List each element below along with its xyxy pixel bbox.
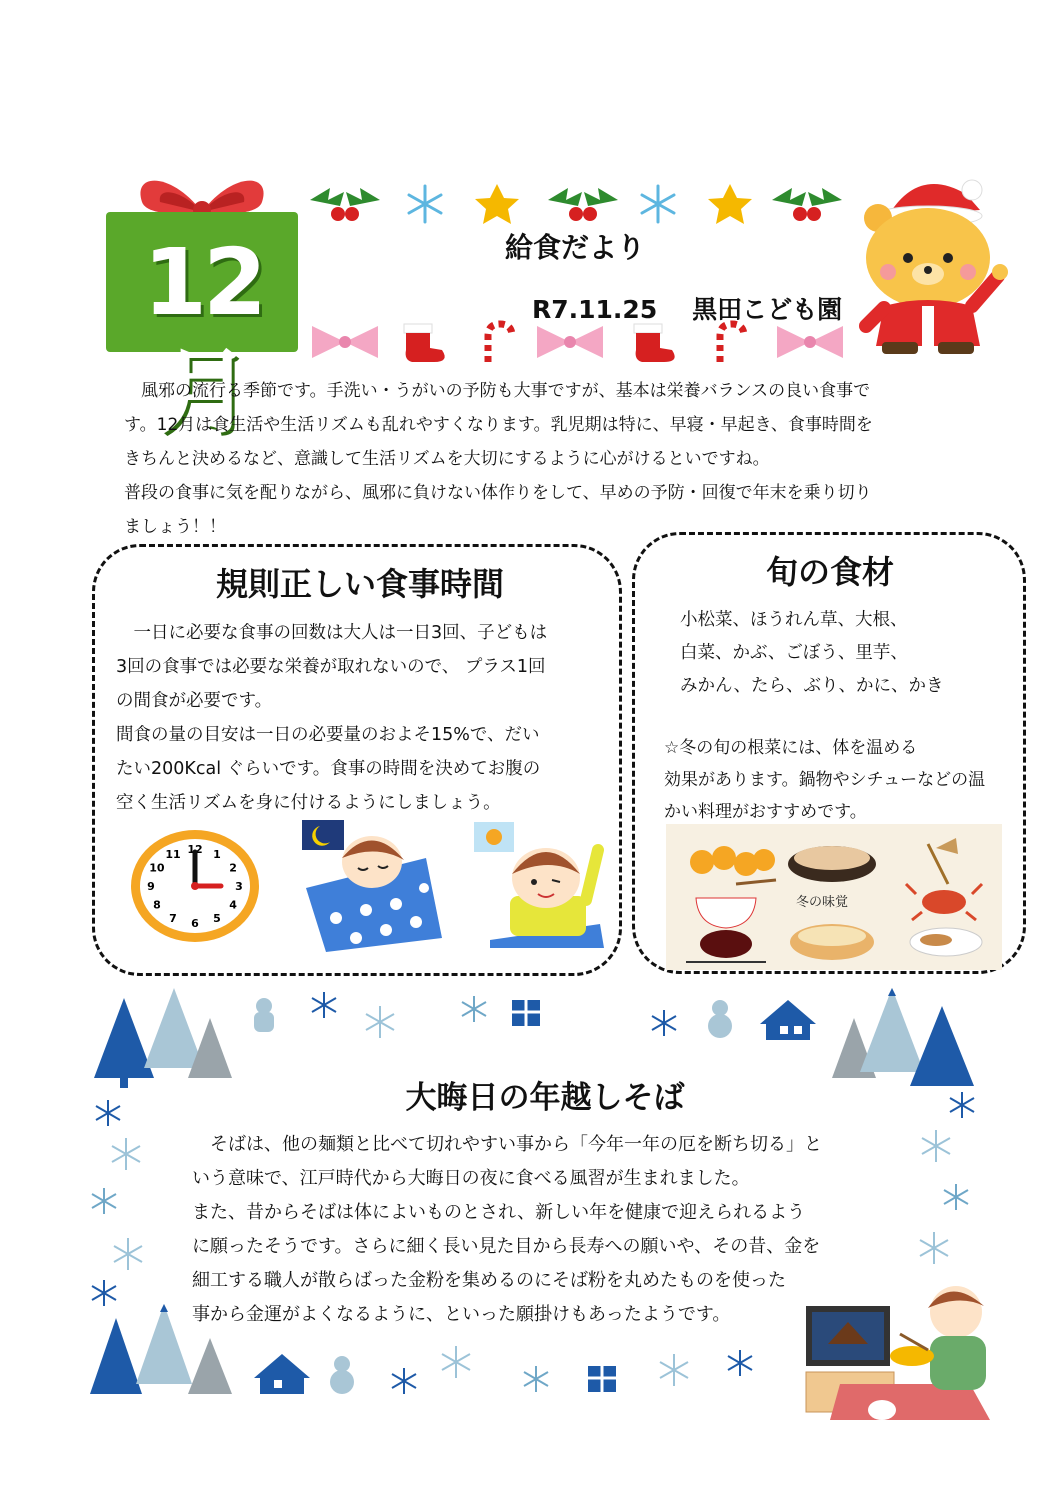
clock-number: 11 (165, 847, 181, 861)
snowflake-icon (392, 1368, 416, 1394)
seasonal-title: 旬の食材 (765, 553, 894, 591)
ribbon-icon (312, 326, 378, 358)
candy-cane-icon (488, 324, 512, 362)
sleeping-child-icon (296, 818, 446, 954)
snowflake-icon (92, 1280, 116, 1306)
soba-title: 大晦日の年越しそば (405, 1080, 685, 1116)
note-line: 効果があります。鍋物やシチューなどの温 (664, 770, 986, 790)
snowman-icon (330, 1356, 354, 1394)
clock-number: 2 (229, 861, 237, 875)
gift-icon (588, 1366, 616, 1392)
holly-icon (310, 188, 380, 221)
star-icon (475, 184, 519, 224)
newsletter-title: 給食だより (504, 231, 645, 264)
snowflake-icon (950, 1092, 974, 1118)
list-item: 小松菜、ほうれん草、大根、 (680, 610, 908, 630)
christmas-tree-icon (94, 998, 154, 1088)
snowflake-icon (442, 1346, 470, 1378)
ribbon-icon (777, 326, 843, 358)
kotatsu-child-icon (800, 1284, 996, 1422)
school-name: 黒田こども園 (692, 295, 843, 324)
snowflake-icon (660, 1354, 688, 1386)
hotpot-icon (790, 924, 874, 960)
snowflake-icon (114, 1238, 142, 1270)
christmas-tree-icon (90, 1318, 142, 1394)
candy-cane-icon (720, 324, 744, 362)
meal-time-line: たい200Kcal ぐらいです。食事の時間を決めてお腹の (116, 759, 541, 779)
bottom-decoration-row (300, 320, 870, 364)
illust-label: 冬の味覚 (796, 895, 849, 910)
intro-paragraph (124, 374, 924, 544)
snowflake-icon (92, 1188, 116, 1214)
snowflake-icon (462, 996, 486, 1022)
seasonal-note (664, 732, 1016, 828)
santa-bear-icon (848, 176, 1008, 356)
snowflake-icon (96, 1100, 120, 1126)
clock-number: 9 (147, 880, 155, 893)
seasonal-list (680, 604, 1000, 703)
snowflake-icon (944, 1184, 968, 1210)
snowflake-icon (112, 1138, 140, 1170)
stocking-icon (404, 324, 445, 362)
holly-icon (772, 188, 842, 221)
intro-line: 風邪の流行る季節です。手洗い・うがいの予防も大事ですが、基本は栄養バランスの良い食事で (124, 381, 871, 401)
snowflake-icon (366, 1006, 394, 1038)
soba-line: いう意味で、江戸時代から大晦日の夜に食べる風習が生まれました。 (192, 1168, 750, 1189)
meal-time-line: 一日に必要な食事の回数は大人は一日3回、子どもは (116, 623, 548, 643)
soba-line: に願ったそうです。さらに細く長い見た目から長寿への願いや、その昔、金を (192, 1236, 821, 1257)
note-line: ☆冬の旬の根菜には、体を温める (664, 738, 918, 758)
top-decoration-row (300, 178, 860, 228)
clock-number: 12 (187, 843, 203, 856)
clock-number: 7 (169, 912, 177, 926)
clock-number: 4 (229, 898, 237, 912)
snowflake-icon (524, 1366, 548, 1392)
meal-time-title: 規則正しい食事時間 (215, 565, 504, 603)
christmas-tree-icon (144, 988, 204, 1068)
stocking-icon (634, 324, 675, 362)
snowflake-icon (922, 1130, 950, 1162)
clock-number: 5 (213, 912, 221, 926)
clock-number: 6 (191, 917, 199, 930)
ribbon-icon (537, 326, 603, 358)
gift-icon (512, 1000, 540, 1026)
christmas-tree-icon (910, 1006, 974, 1086)
month-label: 12月 (142, 229, 264, 446)
christmas-tree-icon (136, 1304, 192, 1384)
clock-number: 10 (149, 861, 165, 875)
snowflake-icon (312, 992, 336, 1018)
snowflake-icon (642, 186, 674, 222)
list-item: 白菜、かぶ、ごぼう、里芋、 (680, 643, 908, 663)
soba-line: 事から金運がよくなるように、といった願掛けもあったようです。 (192, 1304, 731, 1325)
gingerbread-icon (254, 998, 274, 1032)
waking-child-icon (470, 820, 610, 948)
snowflake-icon (409, 186, 441, 222)
intro-line: 普段の食事に気を配りながら、風邪に負けない体作りをして、早めの予防・回復で年末を乗り切り (124, 483, 872, 503)
clock-number: 3 (235, 880, 243, 893)
meal-time-body (116, 616, 606, 820)
snowflake-icon (728, 1350, 752, 1376)
snowflake-icon (920, 1232, 948, 1264)
list-item: みかん、たら、ぶり、かに、かき (680, 676, 944, 696)
soba-line: そばは、他の麺類と比べて切れやすい事から「今年一年の厄を断ち切る」と (192, 1134, 822, 1155)
snowman-icon (708, 1000, 732, 1038)
soba-line: また、昔からそばは体によいものとされ、新しい年を健康で迎えられるよう (192, 1202, 806, 1223)
issue-date: R7.11.25 (532, 295, 658, 324)
meal-time-line: の間食が必要です。 (116, 691, 273, 711)
meal-time-line: 空く生活リズムを身に付けるようにしましょう。 (116, 793, 501, 813)
fish-dish-icon (910, 928, 982, 956)
house-icon (760, 1000, 816, 1040)
winter-food-illustration (666, 824, 1002, 970)
intro-line: きちんと決めるなど、意識して生活リズムを大切にするように心がけるといですね。 (124, 449, 770, 469)
clock-number: 8 (153, 898, 161, 912)
christmas-tree-icon (860, 988, 924, 1072)
note-line: かい料理がおすすめです。 (664, 802, 867, 822)
intro-line: ましょう！！ (124, 517, 226, 537)
star-icon (708, 184, 752, 224)
nabe-icon (788, 846, 876, 882)
clock-number: 1 (213, 847, 221, 861)
snowflake-icon (652, 1010, 676, 1036)
meal-time-line: 間食の量の目安は一日の必要量のおよそ15%で、だい (116, 725, 540, 745)
christmas-tree-icon (188, 1338, 232, 1394)
intro-line: す。12月は食生活や生活リズムも乱れやすくなります。乳児期は特に、早寝・早起き、食事時間を (124, 415, 873, 435)
clock-icon (126, 826, 264, 946)
holly-icon (548, 188, 618, 221)
soba-line: 細工する職人が散らばった金粉を集めるのにそば粉を丸めたものを使った (192, 1270, 786, 1291)
meal-time-line: 3回の食事では必要な栄養が取れないので、 プラス1回 (116, 657, 546, 677)
house-icon (254, 1354, 310, 1394)
